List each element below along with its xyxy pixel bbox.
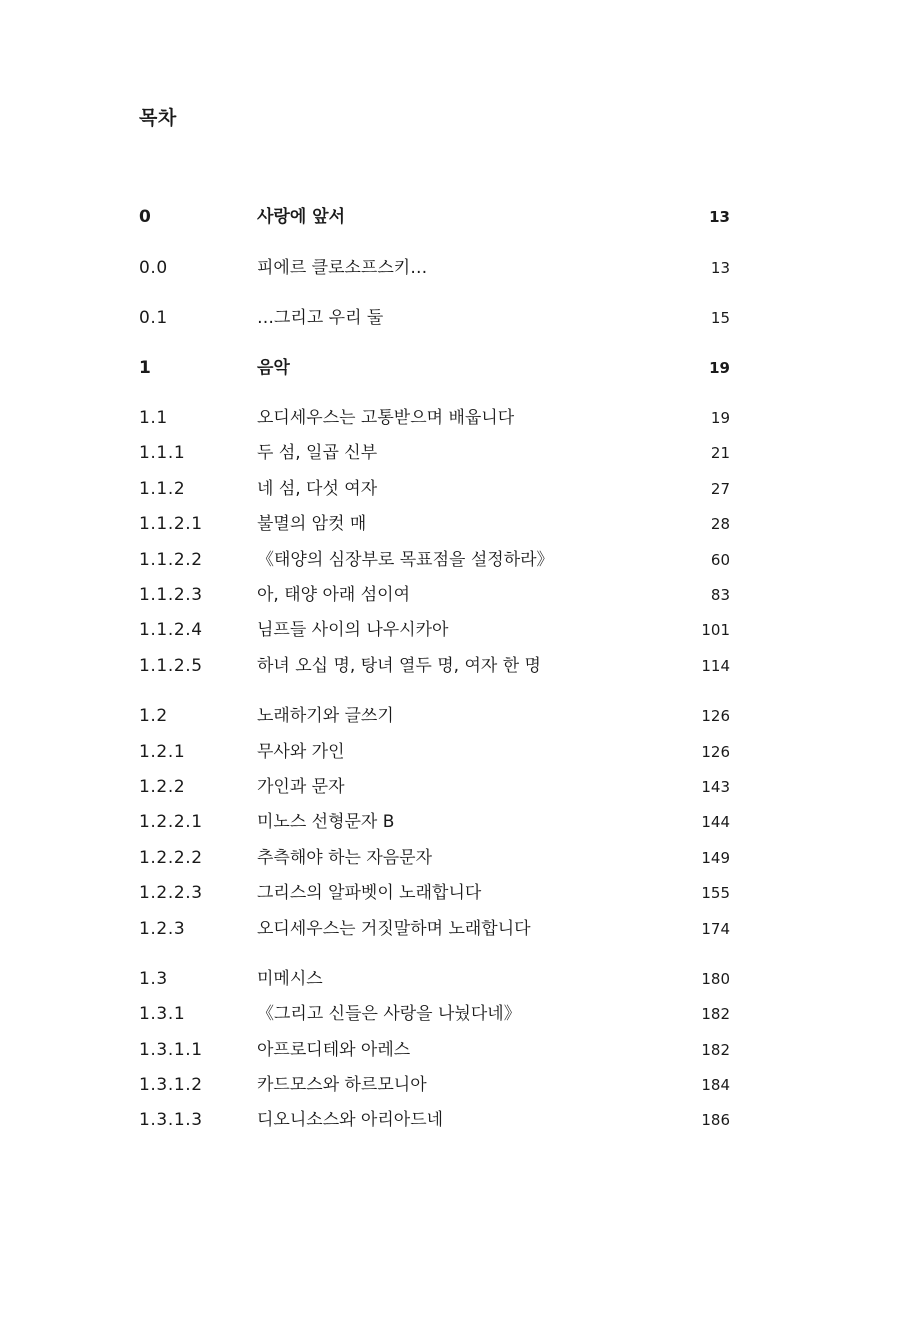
toc-entry-page: 143 xyxy=(701,778,730,796)
toc-entry-number: 0.0 xyxy=(139,258,168,278)
toc-entry-page: 126 xyxy=(701,743,730,761)
toc-entry-title: 그리스의 알파벳이 노래합니다 xyxy=(257,883,482,903)
toc-entry-number: 1.2.3 xyxy=(139,919,186,939)
toc-entry-page: 60 xyxy=(710,551,730,569)
toc-entry-number: 1.3.1.3 xyxy=(139,1110,203,1130)
toc-entry xyxy=(0,1037,898,1063)
toc-entry-title: 음악 xyxy=(257,358,290,378)
toc-entry-title: 노래하기와 글쓰기 xyxy=(257,706,394,726)
toc-entry-page: 126 xyxy=(701,707,730,725)
toc-entry-title: 미메시스 xyxy=(257,969,323,989)
toc-entry-page: 101 xyxy=(701,621,730,639)
toc-entry-title: 가인과 문자 xyxy=(257,777,345,797)
toc-entry xyxy=(0,440,898,466)
toc-entry-title: 네 섬, 다섯 여자 xyxy=(257,479,378,499)
toc-entry-number: 0 xyxy=(139,207,152,227)
toc-entry-title: 사랑에 앞서 xyxy=(257,207,346,227)
toc-entry xyxy=(0,582,898,608)
toc-entry xyxy=(0,547,898,573)
toc-entry-number: 1 xyxy=(139,358,152,378)
toc-entry-title: 아, 태양 아래 섬이여 xyxy=(257,585,410,605)
toc-entry xyxy=(0,355,898,381)
toc-entry-number: 1.1.2.1 xyxy=(139,514,203,534)
toc-entry-title: 님프들 사이의 나우시카아 xyxy=(257,620,449,640)
toc-entry xyxy=(0,255,898,281)
toc-entry-page: 184 xyxy=(701,1076,730,1094)
toc-entry-title: 두 섬, 일곱 신부 xyxy=(257,443,378,463)
toc-entry-number: 1.2.1 xyxy=(139,742,186,762)
toc-entry xyxy=(0,405,898,431)
toc-entry-number: 1.3 xyxy=(139,969,168,989)
toc-entry-page: 13 xyxy=(709,208,730,226)
toc-entry-number: 1.2 xyxy=(139,706,168,726)
toc-entry-title: 오디세우스는 거짓말하며 노래합니다 xyxy=(257,919,531,939)
toc-entry xyxy=(0,511,898,537)
toc-entry-title: 디오니소스와 아리아드네 xyxy=(257,1110,444,1130)
toc-entry-number: 1.2.2.2 xyxy=(139,848,203,868)
toc-entry-number: 1.1.2.5 xyxy=(139,656,203,676)
toc-entry xyxy=(0,617,898,643)
toc-entry-number: 1.3.1.1 xyxy=(139,1040,203,1060)
toc-entry-number: 1.1.2.4 xyxy=(139,620,203,640)
toc-entry-title: 무사와 가인 xyxy=(257,742,345,762)
toc-entry-number: 1.1.2 xyxy=(139,479,186,499)
toc-entry-title: 아프로디테와 아레스 xyxy=(257,1040,411,1060)
toc-entry-number: 1.1.1 xyxy=(139,443,186,463)
toc-entry-number: 1.1 xyxy=(139,408,168,428)
toc-entry-page: 15 xyxy=(710,309,730,327)
toc-entry-title: 미노스 선형문자 B xyxy=(257,812,395,832)
toc-entry-page: 149 xyxy=(701,849,730,867)
toc-entry-page: 19 xyxy=(709,359,730,377)
toc-entry-title: 《그리고 신들은 사랑을 나눴다네》 xyxy=(257,1004,521,1024)
toc-entry xyxy=(0,1107,898,1133)
toc-entry-page: 28 xyxy=(710,515,730,533)
toc-entry xyxy=(0,739,898,765)
toc-entry-title: 카드모스와 하르모니아 xyxy=(257,1075,427,1095)
toc-entry-number: 0.1 xyxy=(139,308,168,328)
toc-entry-page: 186 xyxy=(701,1111,730,1129)
toc-entry-number: 1.3.1 xyxy=(139,1004,186,1024)
toc-entry xyxy=(0,966,898,992)
toc-entry xyxy=(0,703,898,729)
toc-entry-title: 오디세우스는 고통받으며 배웁니다 xyxy=(257,408,515,428)
toc-entry xyxy=(0,1001,898,1027)
toc-entry-number: 1.3.1.2 xyxy=(139,1075,203,1095)
toc-entry-page: 182 xyxy=(701,1005,730,1023)
toc-entry-page: 174 xyxy=(701,920,730,938)
toc-entry-title: …그리고 우리 둘 xyxy=(257,308,384,328)
toc-entry-title: 하녀 오십 명, 탕녀 열두 명, 여자 한 명 xyxy=(257,656,541,676)
toc-entry-page: 27 xyxy=(710,480,730,498)
toc-entry xyxy=(0,305,898,331)
toc-entry-number: 1.1.2.2 xyxy=(139,550,203,570)
toc-entry-title: 추측해야 하는 자음문자 xyxy=(257,848,433,868)
toc-entry-number: 1.2.2.3 xyxy=(139,883,203,903)
toc-entry xyxy=(0,809,898,835)
toc-entry xyxy=(0,204,898,230)
toc-entry-number: 1.2.2.1 xyxy=(139,812,203,832)
toc-entry-page: 83 xyxy=(710,586,730,604)
toc-entry-page: 144 xyxy=(701,813,730,831)
toc-entry-title: 불멸의 암컷 매 xyxy=(257,514,367,534)
toc-entry-page: 182 xyxy=(701,1041,730,1059)
page-title: 목차 xyxy=(139,107,177,129)
toc-entry-number: 1.1.2.3 xyxy=(139,585,203,605)
toc-entry-page: 114 xyxy=(701,657,730,675)
toc-entry-page: 13 xyxy=(710,259,730,277)
toc-entry xyxy=(0,476,898,502)
toc-entry-page: 21 xyxy=(710,444,730,462)
toc-entry-title: 《태양의 심장부로 목표점을 설정하라》 xyxy=(257,550,554,570)
toc-entry-page: 180 xyxy=(701,970,730,988)
toc-entry-number: 1.2.2 xyxy=(139,777,186,797)
toc-entry xyxy=(0,916,898,942)
toc-entry-title: 피에르 클로소프스키… xyxy=(257,258,428,278)
toc-entry xyxy=(0,845,898,871)
toc-entry xyxy=(0,1072,898,1098)
toc-entry xyxy=(0,880,898,906)
toc-entry-page: 155 xyxy=(701,884,730,902)
toc-entry xyxy=(0,653,898,679)
toc-entry-page: 19 xyxy=(710,409,730,427)
toc-entry xyxy=(0,774,898,800)
